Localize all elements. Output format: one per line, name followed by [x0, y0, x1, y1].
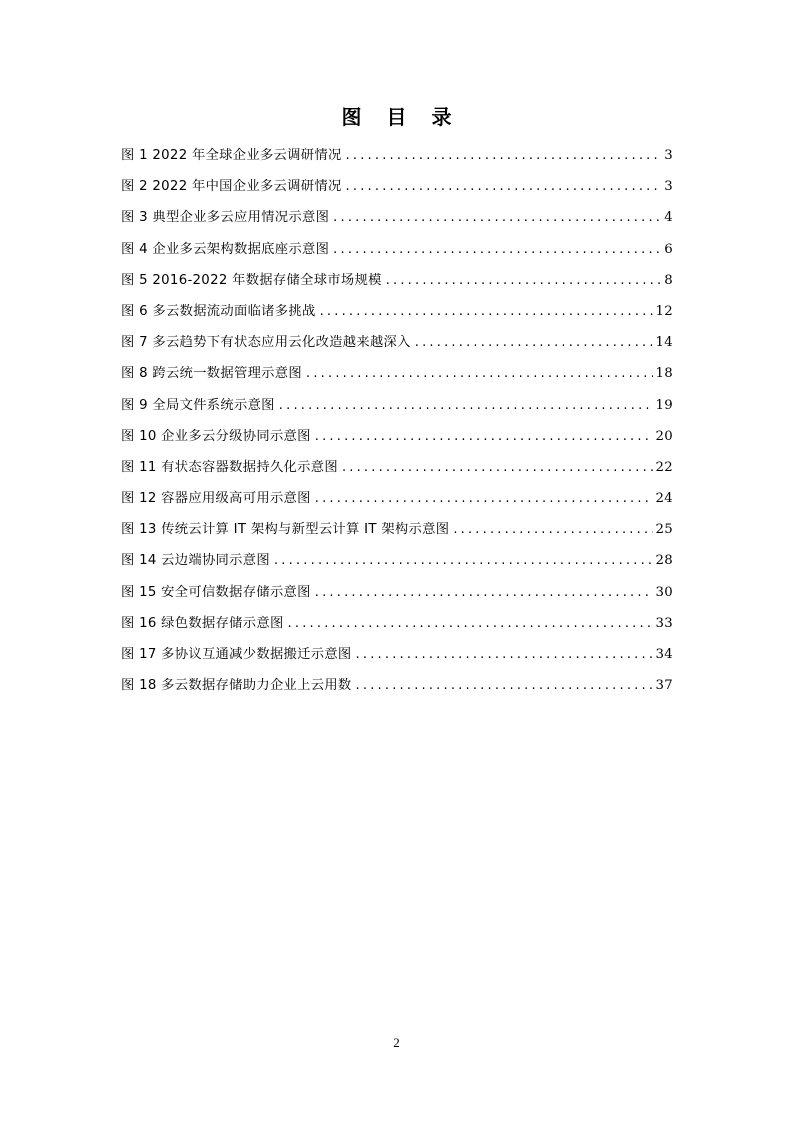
toc-entry-page: 25: [655, 522, 673, 538]
toc-dot-leader: [346, 174, 663, 200]
toc-entry-page: 22: [655, 459, 673, 475]
toc-entry[interactable]: [121, 330, 673, 361]
toc-entry[interactable]: [121, 580, 673, 611]
toc-entry-page: 28: [655, 553, 673, 569]
toc-entry[interactable]: [121, 486, 673, 517]
toc-entry-label: 图 17 多协议互通减少数据搬迁示意图: [121, 647, 352, 662]
toc-dot-leader: [333, 237, 662, 263]
toc-entry-label: 图 9 全局文件系统示意图: [121, 397, 275, 413]
toc-entry-page: 12: [655, 303, 673, 319]
toc-entry-page: 8: [664, 272, 673, 288]
toc-entry[interactable]: [121, 673, 673, 704]
toc-dot-leader: [415, 330, 654, 356]
toc-entry-label: 图 6 多云数据流动面临诸多挑战: [121, 303, 316, 319]
toc-entry[interactable]: [121, 455, 673, 486]
toc-entry-page: 18: [655, 366, 673, 382]
toc-dot-leader: [386, 268, 663, 294]
toc-entry-label: 图 18 多云数据存储助力企业上云用数: [121, 678, 352, 694]
toc-entry-label: 图 10 企业多云分级协同示意图: [121, 428, 311, 444]
toc-entry-page: 14: [655, 335, 673, 351]
toc-dot-leader: [342, 455, 654, 481]
toc-entry-label: 图 5 2016-2022 年数据存储全球市场规模: [121, 272, 382, 288]
toc-dot-leader: [315, 486, 654, 512]
toc-entry-label: 图 12 容器应用级高可用示意图: [121, 491, 311, 507]
toc-entry[interactable]: [121, 548, 673, 579]
toc-entry[interactable]: [121, 611, 673, 642]
toc-entry[interactable]: [121, 237, 673, 268]
toc-dot-leader: [288, 611, 654, 637]
toc-dot-leader: [315, 424, 654, 450]
toc-dot-leader: [320, 299, 654, 325]
toc-entry-label: 图 1 2022 年全球企业多云调研情况: [121, 148, 342, 163]
toc-dot-leader: [274, 548, 654, 574]
toc-entry[interactable]: [121, 361, 673, 392]
toc-entry-label: 图 8 跨云统一数据管理示意图: [121, 366, 302, 382]
toc-entry-page: 6: [664, 241, 673, 257]
page-title: 图 目 录: [341, 105, 461, 129]
toc-entry-label: 图 7 多云趋势下有状态应用云化改造越来越深入: [121, 335, 411, 351]
toc-dot-leader: [453, 517, 653, 543]
figure-toc-list: [121, 143, 673, 704]
toc-entry[interactable]: [121, 299, 673, 330]
toc-entry[interactable]: [121, 143, 673, 174]
toc-entry-label: 图 15 安全可信数据存储示意图: [121, 584, 311, 600]
toc-dot-leader: [333, 205, 662, 231]
toc-entry-label: 图 4 企业多云架构数据底座示意图: [121, 241, 330, 257]
toc-entry[interactable]: [121, 205, 673, 236]
toc-entry-page: 37: [655, 678, 673, 694]
toc-entry[interactable]: [121, 174, 673, 205]
toc-entry[interactable]: [121, 424, 673, 455]
toc-entry-page: 24: [655, 491, 673, 507]
toc-entry-page: 4: [664, 210, 673, 226]
toc-entry[interactable]: [121, 268, 673, 299]
toc-entry-label: 图 3 典型企业多云应用情况示意图: [121, 210, 330, 226]
toc-dot-leader: [306, 361, 653, 387]
toc-dot-leader: [346, 143, 663, 169]
toc-entry[interactable]: [121, 642, 673, 673]
toc-dot-leader: [356, 673, 654, 699]
toc-entry-page: 33: [655, 615, 673, 631]
page-number: 2: [393, 1035, 400, 1050]
toc-entry[interactable]: [121, 517, 673, 548]
toc-entry-page: 3: [664, 148, 673, 163]
toc-entry-page: 3: [664, 179, 673, 195]
toc-dot-leader: [356, 642, 654, 668]
toc-entry-page: 19: [655, 397, 673, 413]
toc-entry-label: 图 16 绿色数据存储示意图: [121, 615, 284, 631]
toc-entry-page: 20: [655, 428, 673, 444]
toc-entry-label: 图 2 2022 年中国企业多云调研情况: [121, 179, 342, 195]
toc-entry-page: 34: [655, 647, 673, 662]
toc-entry-label: 图 13 传统云计算 IT 架构与新型云计算 IT 架构示意图: [121, 522, 450, 538]
toc-entry-label: 图 14 云边端协同示意图: [121, 553, 270, 569]
toc-entry-page: 30: [655, 584, 673, 600]
toc-entry[interactable]: [121, 393, 673, 424]
toc-dot-leader: [279, 393, 654, 419]
toc-dot-leader: [315, 580, 654, 606]
toc-entry-label: 图 11 有状态容器数据持久化示意图: [121, 459, 338, 475]
